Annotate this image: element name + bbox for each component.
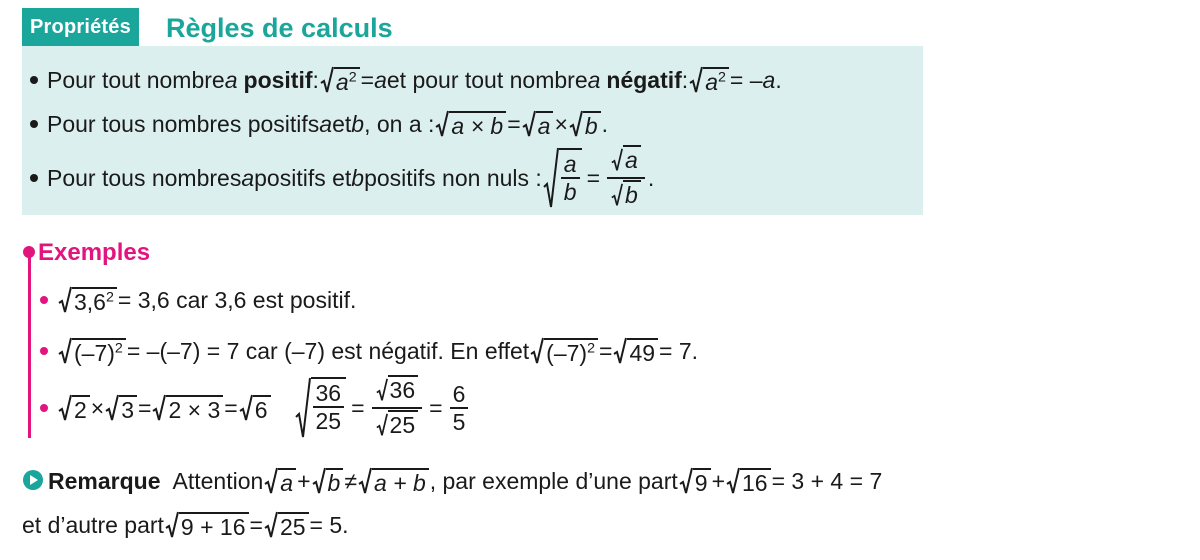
text: et pour tout nombre — [386, 66, 588, 93]
text: positifs non nuls : — [364, 164, 542, 191]
exponent: 2 — [114, 340, 123, 357]
examples-title: Exemples — [38, 239, 151, 266]
sqrt-9-plus-16 — [165, 511, 249, 539]
property-line-3 — [30, 144, 654, 212]
radical-sign-icon — [105, 394, 119, 422]
sqrt-2 — [58, 394, 90, 422]
radicand: 36 — [388, 375, 419, 402]
radicand: 3,6 — [74, 288, 106, 315]
radical-sign-icon — [689, 66, 703, 94]
text: = — [138, 394, 152, 421]
bullet — [40, 347, 48, 355]
radicand: 16 — [740, 468, 771, 495]
var-b: b — [351, 164, 365, 191]
radical-sign-icon — [376, 378, 388, 402]
exponent: 2 — [348, 69, 357, 86]
var-a: a — [587, 66, 601, 93]
sqrt-b — [312, 467, 344, 495]
radical-sign-icon — [152, 394, 166, 422]
text: . — [601, 110, 609, 137]
radical-sign-icon — [726, 467, 740, 495]
radical-sign-icon — [543, 147, 559, 209]
text: . — [647, 164, 655, 191]
text: Attention — [172, 467, 264, 494]
text: : — [681, 66, 689, 93]
var-a: a — [319, 110, 333, 137]
sqrt-16 — [726, 467, 771, 495]
radical-sign-icon — [295, 376, 311, 440]
sqrt-b — [569, 110, 601, 138]
radical-sign-icon — [679, 467, 693, 495]
numerator: 36 — [313, 381, 345, 408]
radicand: a — [278, 468, 296, 495]
text: et — [332, 110, 352, 137]
radicand: 2 × 3 — [166, 395, 223, 422]
fraction-sqrt-a-over-sqrt-b — [607, 145, 645, 212]
property-line-2 — [30, 104, 608, 144]
radical-sign-icon — [611, 183, 623, 207]
sqrt-minus-7-squared — [58, 337, 126, 365]
radical-sign-icon — [358, 467, 372, 495]
radical-sign-icon — [613, 337, 627, 365]
radical-sign-icon — [239, 394, 253, 422]
radical-sign-icon — [58, 337, 72, 365]
examples-bar — [28, 252, 31, 438]
radical-sign-icon — [320, 66, 334, 94]
sqrt-a-plus-b — [358, 467, 429, 495]
var-a: a — [705, 68, 718, 95]
text: × — [90, 394, 105, 421]
page-title: Règles de calculs — [166, 13, 393, 43]
text: = 3 + 4 = 7 — [771, 467, 883, 494]
var-a: a — [224, 66, 238, 93]
sqrt-6 — [239, 394, 271, 422]
text: positifs et — [254, 164, 352, 191]
text: = — [351, 394, 365, 421]
remark-play-icon — [22, 469, 44, 491]
radicand: 25 — [388, 410, 419, 437]
text: = 5. — [309, 511, 349, 538]
example-2 — [40, 331, 698, 371]
text: = — [586, 164, 601, 191]
text: Pour tous nombres positifs — [47, 110, 320, 137]
sqrt-a — [522, 110, 554, 138]
radicand: 6 — [253, 395, 271, 422]
example-3 — [40, 374, 471, 442]
exponent: 2 — [105, 289, 114, 306]
radical-sign-icon — [58, 286, 72, 314]
text: = — [360, 66, 375, 93]
radical-sign-icon — [569, 110, 583, 138]
radical-sign-icon — [264, 467, 278, 495]
text: + — [711, 467, 726, 494]
sqrt-minus-7-squared — [530, 337, 598, 365]
radicand: b — [583, 111, 601, 138]
radical-sign-icon — [530, 337, 544, 365]
examples-dot — [23, 246, 35, 258]
sqrt-3-6-squared — [58, 286, 117, 314]
radicand: a — [623, 145, 641, 172]
keyword-negatif: négatif — [606, 66, 682, 93]
denominator: 5 — [452, 409, 466, 435]
sqrt-25 — [264, 511, 309, 539]
var-a: a — [374, 66, 387, 93]
radicand: a × b — [449, 111, 506, 138]
sqrt-a-squared — [689, 66, 729, 94]
text: + — [297, 467, 311, 494]
sqrt-9 — [679, 467, 711, 495]
radicand: a — [536, 111, 554, 138]
keyword-positif: positif — [243, 66, 313, 93]
remark-line-1 — [48, 461, 882, 501]
radical-sign-icon — [611, 148, 623, 172]
var-b: b — [351, 110, 365, 137]
bullet — [40, 296, 48, 304]
exponent: 2 — [717, 69, 726, 86]
text: = — [224, 394, 238, 421]
sqrt-2-times-3 — [152, 394, 223, 422]
exponent: 2 — [587, 340, 595, 357]
radicand: 2 — [72, 395, 90, 422]
text: = – — [729, 66, 763, 93]
text: = 7. — [659, 337, 699, 364]
sqrt-49 — [613, 337, 658, 365]
var-a: a — [762, 66, 776, 93]
radicand: b — [623, 180, 641, 207]
text: = — [249, 511, 263, 538]
text: Pour tous nombres — [47, 164, 242, 191]
denominator: b — [563, 179, 577, 206]
text: . — [775, 66, 782, 93]
radicand: (–7) — [74, 339, 115, 366]
var-a: a — [241, 164, 255, 191]
radicand: b — [326, 468, 344, 495]
radical-sign-icon — [522, 110, 536, 138]
bullet — [30, 120, 38, 128]
radicand: a + b — [372, 468, 429, 495]
property-line-1 — [30, 60, 782, 100]
radicand: 9 + 16 — [179, 512, 249, 539]
text: et d’autre part — [22, 511, 164, 538]
fraction-sqrt36-over-sqrt25 — [372, 375, 423, 442]
bullet — [30, 174, 38, 182]
denominator: 25 — [315, 408, 342, 435]
sqrt-fraction-a-over-b — [543, 147, 582, 209]
text: , on a : — [364, 110, 435, 137]
text: , par exemple d’une part — [429, 467, 678, 494]
numerator: 6 — [450, 382, 469, 409]
text: = 3,6 car 3,6 est positif. — [117, 286, 357, 313]
sqrt-a-times-b — [435, 110, 506, 138]
text: ≠ — [344, 467, 357, 494]
radicand: 9 — [693, 468, 711, 495]
text: × — [554, 110, 568, 137]
text: = — [599, 337, 613, 364]
numerator: a — [561, 152, 580, 179]
bullet — [30, 76, 38, 84]
properties-badge: Propriétés — [22, 8, 139, 46]
radicand: 25 — [278, 512, 309, 539]
radicand: 49 — [627, 338, 658, 365]
text: = –(–7) = 7 car (–7) est négatif. En effet — [126, 337, 530, 364]
fraction-6-over-5 — [450, 382, 469, 434]
example-1 — [40, 280, 356, 320]
radical-sign-icon — [435, 110, 449, 138]
radical-sign-icon — [376, 413, 388, 437]
radical-sign-icon — [165, 511, 179, 539]
sqrt-fraction-36-over-25 — [295, 376, 347, 440]
text: : — [312, 66, 319, 93]
var-a: a — [335, 68, 349, 95]
sqrt-a — [264, 467, 296, 495]
radical-sign-icon — [58, 394, 72, 422]
sqrt-a-squared — [320, 66, 360, 94]
text: = — [429, 394, 443, 421]
radical-sign-icon — [312, 467, 326, 495]
radicand: (–7) — [546, 339, 588, 366]
bullet — [40, 404, 48, 412]
radical-sign-icon — [264, 511, 278, 539]
remark-title: Remarque — [48, 467, 161, 494]
remark-line-2 — [22, 505, 349, 545]
radicand: 3 — [119, 395, 137, 422]
sqrt-3 — [105, 394, 137, 422]
text: Pour tout nombre — [47, 66, 225, 93]
text: = — [507, 110, 521, 137]
